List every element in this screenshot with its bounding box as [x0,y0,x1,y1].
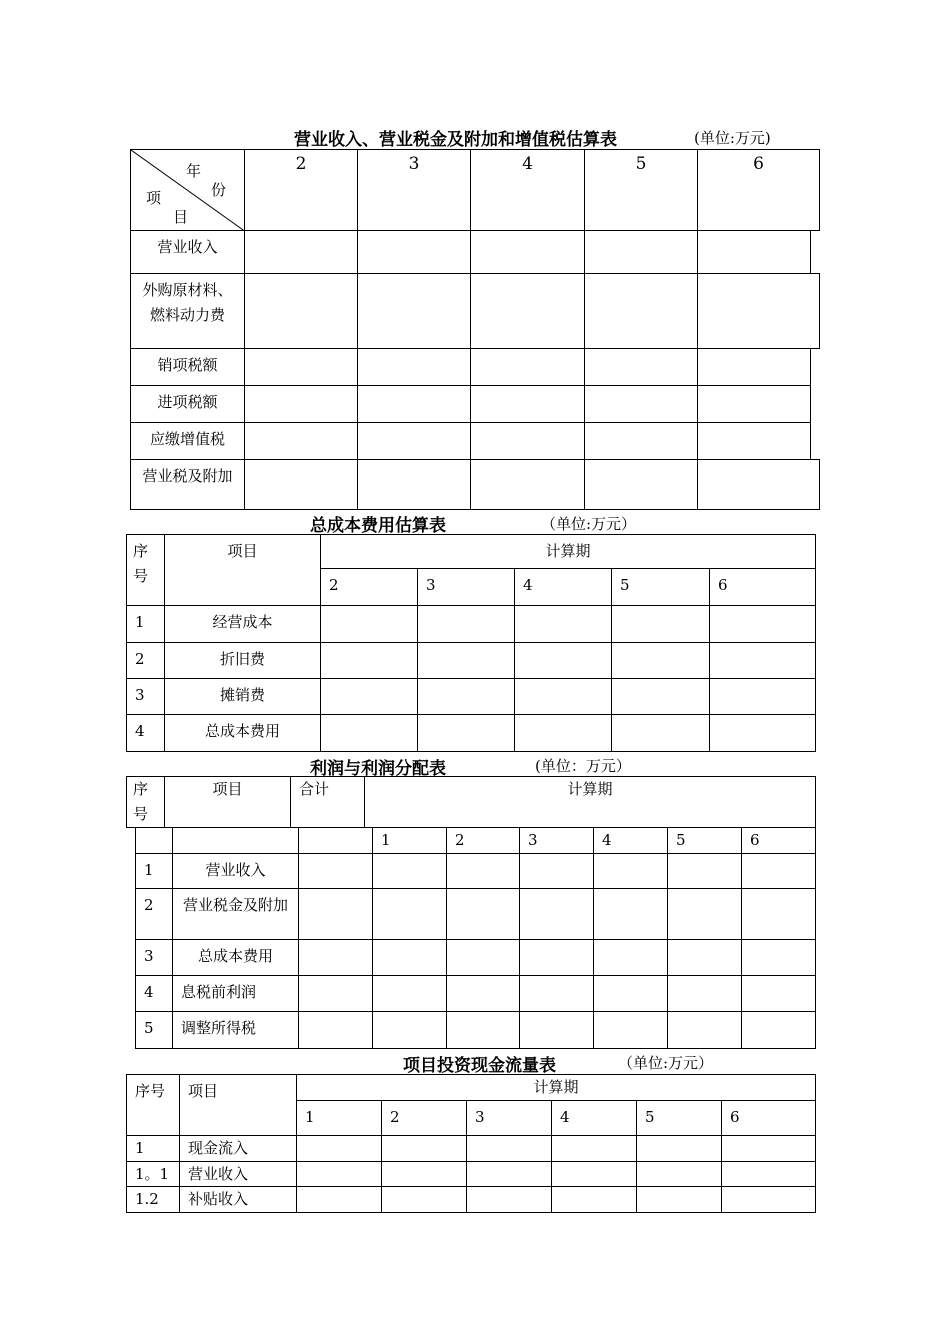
table1-unit: (单位:万元) [694,129,771,147]
table1-row-label: 外购原材料、燃料动力费 [130,273,245,349]
table1-row-label: 应缴增值税 [130,422,245,460]
table3-cell [741,853,816,889]
table4-cell [296,1135,382,1162]
table1-cell [470,273,585,349]
table3-cell [593,853,668,889]
table2-cell [709,714,816,752]
table3-period: 6 [741,827,816,854]
table2-title: 总成本费用估算表 [310,516,446,536]
table4-period: 1 [296,1100,382,1136]
table3-cell [667,853,742,889]
table1-cell [244,422,358,460]
table2-seq: 3 [126,678,165,715]
table4-cell [296,1161,382,1187]
table1-cell [697,385,811,423]
table4-period: 5 [636,1100,722,1136]
table1-year-header: 3 [357,149,471,231]
table4-item: 营业收入 [179,1161,297,1187]
table3-unit: (单位：万元） [535,757,631,775]
table4-period: 6 [721,1100,816,1136]
table4-unit: （单位:万元） [618,1054,714,1072]
table2-item: 折旧费 [164,642,321,679]
table3-item: 息税前利润 [172,975,299,1012]
table4-cell [721,1161,816,1187]
table1-cell [357,230,471,274]
table2-cell [417,605,515,643]
table3-cell [372,1011,447,1049]
table4-item: 补贴收入 [179,1186,297,1213]
table1-cell [470,230,585,274]
table3-cell [372,939,447,976]
table1-cell [584,385,698,423]
table4-cell [466,1135,552,1162]
table1-title: 营业收入、营业税金及附加和增值税估算表 [294,130,617,150]
table4-period: 3 [466,1100,552,1136]
table2-cell [709,678,816,715]
table1-cell [697,459,820,510]
header-item-char1: 项 [146,189,162,207]
table2-item: 经营成本 [164,605,321,643]
table3-item: 总成本费用 [172,939,299,976]
table3-seq: 3 [135,939,173,976]
table3-cell [372,975,447,1012]
table4-title: 项目投资现金流量表 [403,1056,556,1076]
table1-cell [584,459,698,510]
table2-cell [709,642,816,679]
header-year-char1: 年 [186,162,202,180]
table3-cell [593,1011,668,1049]
table3-cell [593,939,668,976]
table3-cell [446,939,520,976]
table3-seq: 2 [135,888,173,940]
table2-item-header: 项目 [164,534,321,606]
table1-diagonal-header [130,149,245,231]
table2-cell [514,605,612,643]
table3-item-header: 项目 [164,776,291,828]
table1-cell [357,273,471,349]
table3-period: 1 [372,827,447,854]
table3-period: 5 [667,827,742,854]
table3-cell [298,1011,373,1049]
table3-seq: 1 [135,853,173,889]
table3-item: 营业收入 [172,853,299,889]
table3-period-header: 计算期 [364,776,816,828]
table4-cell [551,1135,637,1162]
table3-cell [172,827,299,854]
table2-seq-header: 序号 [126,534,165,606]
table4-period: 2 [381,1100,467,1136]
table3-cell [519,939,594,976]
table1-cell [697,273,820,349]
table4-cell [466,1186,552,1213]
table4-item-header: 项目 [179,1074,297,1136]
table3-seq: 5 [135,1011,173,1049]
table1-row-label: 销项税额 [130,348,245,386]
table2-period: 2 [320,568,418,606]
table3-cell [446,1011,520,1049]
table3-cell [741,1011,816,1049]
table3-cell [519,888,594,940]
table2-period-header: 计算期 [320,534,816,569]
table1-cell [584,348,698,386]
table2-item: 摊销费 [164,678,321,715]
table4-cell [721,1135,816,1162]
table4-seq: 1.2 [126,1186,180,1213]
table3-cell [741,888,816,940]
table4-cell [636,1135,722,1162]
table3-seq-header: 序号 [126,776,165,828]
table3-seq: 4 [135,975,173,1012]
table4-seq-header: 序号 [126,1074,180,1136]
table1-cell [244,459,358,510]
table3-cell [446,853,520,889]
table2-seq: 2 [126,642,165,679]
table2-cell [417,678,515,715]
table2-period: 6 [709,568,816,606]
table2-cell [514,678,612,715]
table1-cell [470,459,585,510]
table1-cell [244,385,358,423]
table2-cell [709,605,816,643]
header-item-char2: 目 [173,208,189,226]
table1-row-label: 营业收入 [130,230,245,274]
table4-cell [721,1186,816,1213]
header-year-char2: 份 [211,181,227,199]
table1-year-header: 6 [697,149,820,231]
table3-cell [741,975,816,1012]
table3-cell [593,888,668,940]
table2-cell [320,605,418,643]
table1-cell [357,385,471,423]
table4-cell [636,1161,722,1187]
table2-period: 4 [514,568,612,606]
table2-cell [417,642,515,679]
table3-title: 利润与利润分配表 [310,759,446,779]
table1-cell [697,230,811,274]
table3-cell [519,1011,594,1049]
table1-year-header: 5 [584,149,698,231]
table2-cell [514,714,612,752]
table2-period: 3 [417,568,515,606]
table3-cell [667,939,742,976]
table2-cell [611,678,710,715]
table2-cell [514,642,612,679]
table1-year-header: 4 [470,149,585,231]
table4-cell [381,1186,467,1213]
table1-cell [244,273,358,349]
table3-cell [298,975,373,1012]
table3-cell [135,827,173,854]
table3-cell [667,1011,742,1049]
table3-total-header: 合计 [290,776,365,828]
table1-cell [244,348,358,386]
table2-seq: 4 [126,714,165,752]
table1-cell [470,348,585,386]
table1-cell [244,230,358,274]
table3-period: 4 [593,827,668,854]
table2-item: 总成本费用 [164,714,321,752]
table3-period: 2 [446,827,520,854]
table1-cell [584,422,698,460]
table3-cell [593,975,668,1012]
table3-cell [519,853,594,889]
table1-year-header: 2 [244,149,358,231]
table3-cell [667,975,742,1012]
table1-cell [697,348,811,386]
table1-cell [470,422,585,460]
table2-unit: （单位:万元） [541,515,637,533]
table1-row-label: 营业税及附加 [130,459,245,510]
table4-cell [296,1186,382,1213]
table2-seq: 1 [126,605,165,643]
table4-cell [466,1161,552,1187]
table1-cell [357,348,471,386]
table4-seq: 1。1 [126,1161,180,1187]
table1-cell [584,230,698,274]
table3-cell [298,827,373,854]
table2-cell [417,714,515,752]
table3-period: 3 [519,827,594,854]
table2-cell [611,605,710,643]
table3-item: 调整所得税 [172,1011,299,1049]
table2-cell [320,678,418,715]
table3-cell [298,888,373,940]
table3-cell [741,939,816,976]
table3-item: 营业税金及附加 [172,888,299,940]
table3-cell [372,853,447,889]
table3-cell [519,975,594,1012]
table4-cell [381,1135,467,1162]
table4-item: 现金流入 [179,1135,297,1162]
table1-cell [357,459,471,510]
table3-cell [372,888,447,940]
table2-period: 5 [611,568,710,606]
table4-cell [636,1186,722,1213]
table3-cell [446,888,520,940]
table1-cell [584,273,698,349]
table2-cell [611,714,710,752]
table3-cell [667,888,742,940]
table4-cell [381,1161,467,1187]
table3-cell [298,853,373,889]
table4-period: 4 [551,1100,637,1136]
table3-cell [298,939,373,976]
table1-cell [357,422,471,460]
table4-cell [551,1186,637,1213]
table2-cell [320,714,418,752]
table1-row-label: 进项税额 [130,385,245,423]
table1-cell [470,385,585,423]
table4-seq: 1 [126,1135,180,1162]
table4-cell [551,1161,637,1187]
table2-cell [320,642,418,679]
table3-cell [446,975,520,1012]
table4-period-header: 计算期 [296,1074,816,1101]
table2-cell [611,642,710,679]
table1-cell [697,422,811,460]
